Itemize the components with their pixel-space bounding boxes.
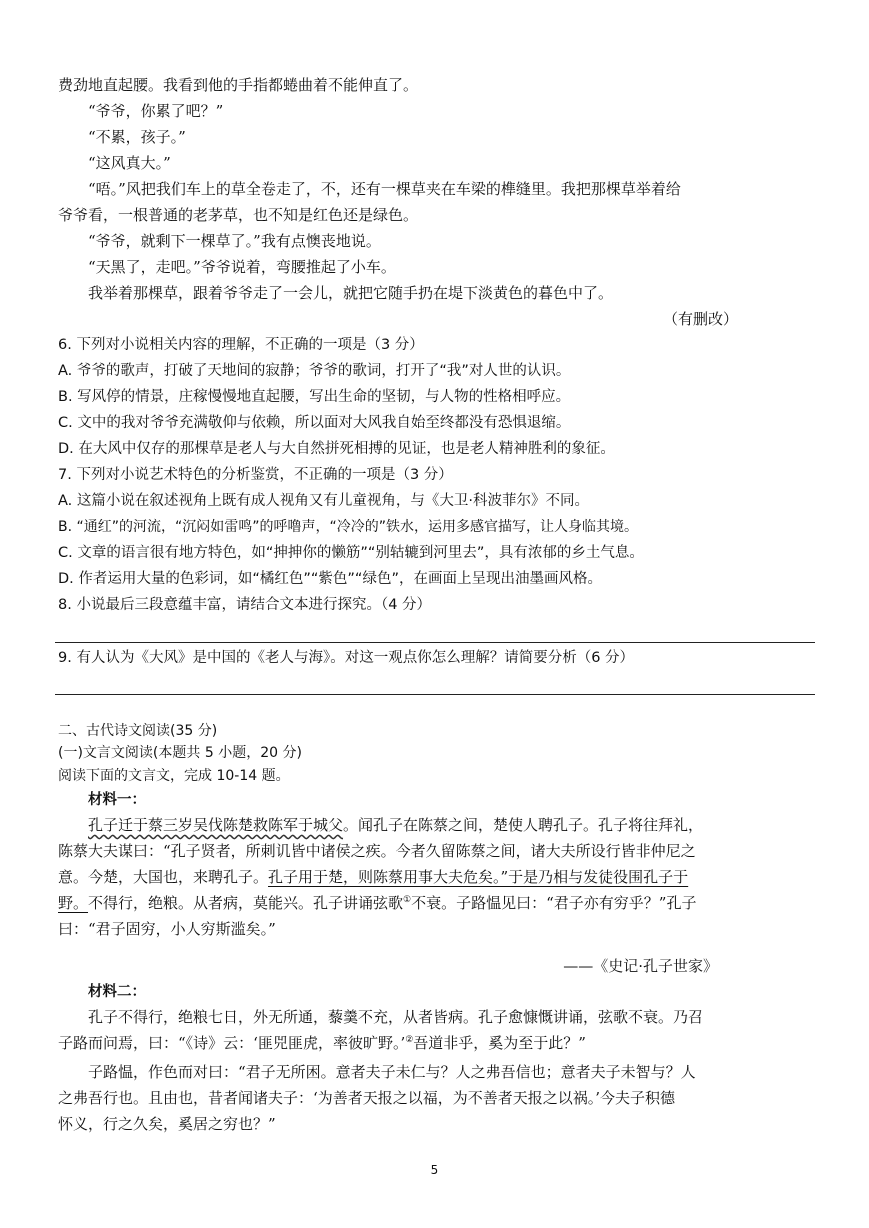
material-2-line <box>58 1030 818 1056</box>
story-line: “天黑了，走吧。”爷爷说着，弯腰推起了小车。 <box>88 258 396 276</box>
question-7-option-a: A. 这篇小说在叙述视角上既有成人视角又有儿童视角，与《大卫·科波菲尔》不同。 <box>58 493 589 509</box>
text-span: 意。今楚，大国也，来聘孔子。 <box>58 868 269 886</box>
material-1-label: 材料一： <box>88 792 146 808</box>
material-2-line: 子路愠，作色而对曰：“君子无所困。意者夫子未仁与？人之弗吾信也；意者夫子未智与？人 <box>88 1063 696 1081</box>
material-1-line <box>58 864 818 890</box>
footnote-marker: ② <box>405 1035 414 1045</box>
question-6-option-d: D. 在大风中仅存的那棵草是老人与大自然拼死相搏的见证，也是老人精神胜利的象征。 <box>58 441 615 457</box>
underlined-sentence: 孔子用于楚，则陈蔡用事大夫危矣。”于是乃相与发徒役围孔子于 <box>268 868 689 886</box>
text-span: 子路而问焉，曰：“《诗》云：‘匪兕匪虎，率彼旷野。’ <box>58 1034 406 1052</box>
page-number: 5 <box>430 1163 439 1177</box>
story-line: “唔。”风把我们车上的草全卷走了，不，还有一棵草夹在车梁的榫缝里。我把那棵草举着给 <box>88 180 681 198</box>
section-title: 二、古代诗文阅读(35 分) <box>58 723 218 739</box>
story-line: 我举着那棵草，跟着爷爷走了一会儿，就把它随手扔在堤下淡黄色的暮色中了。 <box>88 284 614 302</box>
wavy-underlined-sentence: 孔子迁于蔡三岁吴伐陈楚救陈军于城父 <box>88 816 344 834</box>
material-1-line <box>88 812 848 838</box>
revision-note: （有删改） <box>662 310 738 328</box>
question-6-stem: 6. 下列对小说相关内容的理解，不正确的一项是（3 分） <box>58 337 424 353</box>
section-instruction: 阅读下面的文言文，完成 10-14 题。 <box>58 768 290 784</box>
question-6-option-c: C. 文中的我对爷爷充满敬仰与依赖，所以面对大风我自始至终都没有恐惧退缩。 <box>58 415 571 431</box>
question-6-option-a: A. 爷爷的歌声，打破了天地间的寂静；爷爷的歌词，打开了“我”对人世的认识。 <box>58 363 571 379</box>
question-7-option-b: B. “通红”的河流，“沉闷如雷鸣”的呼噜声，“冷冷的”铁水，运用多感官描写，让人身临其境。 <box>58 519 639 535</box>
material-2-line: 孔子不得行，绝粮七日，外无所通，藜羹不充，从者皆病。孔子愈慷慨讲诵，弦歌不衰。乃召 <box>88 1008 704 1026</box>
material-1-line: 曰：“君子固穷，小人穷斯滥矣。” <box>58 920 276 938</box>
question-7-stem: 7. 下列对小说艺术特色的分析鉴赏，不正确的一项是（3 分） <box>58 467 453 483</box>
material-1-source: ——《史记·孔子世家》 <box>563 957 718 975</box>
question-7-option-c: C. 文章的语言很有地方特色，如“抻抻你的懒筋”“别轱辘到河里去”，具有浓郁的乡土气息。 <box>58 545 644 561</box>
material-1-line <box>58 890 818 916</box>
question-6-option-b: B. 写风停的情景，庄稼慢慢地直起腰，写出生命的坚韧，与人物的性格相呼应。 <box>58 389 571 405</box>
story-line: “爷爷，你累了吧？” <box>88 102 224 120</box>
story-line: 费劲地直起腰。我看到他的手指都蜷曲着不能伸直了。 <box>58 76 419 94</box>
story-line: 爷爷看，一根普通的老茅草，也不知是红色还是绿色。 <box>58 206 419 224</box>
question-8: 8. 小说最后三段意蕴丰富，请结合文本进行探究。（4 分） <box>58 597 432 613</box>
text-span: 。闻孔子在陈蔡之间，楚使人聘孔子。孔子将往拜礼， <box>343 816 704 834</box>
section-subtitle: (一)文言文阅读(本题共 5 小题，20 分) <box>58 745 302 761</box>
story-line: “这风真大。” <box>88 154 171 172</box>
question-7-option-d: D. 作者运用大量的色彩词，如“橘红色”“紫色”“绿色”，在画面上呈现出油墨画风格。 <box>58 571 602 587</box>
material-2-label: 材料二： <box>88 984 146 1000</box>
text-span: 不衰。子路愠见曰：“君子亦有穷乎？”孔子 <box>411 894 697 912</box>
underlined-sentence-end: 野。 <box>58 894 89 912</box>
material-1-line: 陈蔡大夫谋曰：“孔子贤者，所刺讥皆中诸侯之疾。今者久留陈蔡之间，诸大夫所设行皆非仲尼之 <box>58 842 696 860</box>
text-span: 吾道非乎，奚为至于此？” <box>413 1034 586 1052</box>
material-2-line: 怀义，行之久矣，奚居之穷也？” <box>58 1115 276 1133</box>
question-9: 9. 有人认为《大风》是中国的《老人与海》。对这一观点你怎么理解？请简要分析（6 分） <box>58 650 635 666</box>
story-line: “爷爷，就剩下一棵草了。”我有点懊丧地说。 <box>88 232 381 250</box>
answer-line <box>55 642 815 643</box>
material-2-line: 之弗吾行也。且由也，昔者闻诸夫子：‘为善者天报之以福，为不善者天报之以祸。’今夫子积德 <box>58 1089 676 1107</box>
footnote-marker: ① <box>403 895 412 905</box>
story-line: “不累，孩子。” <box>88 128 186 146</box>
text-span: 不得行，绝粮。从者病，莫能兴。孔子讲诵弦歌 <box>88 894 404 912</box>
answer-line <box>55 694 815 695</box>
